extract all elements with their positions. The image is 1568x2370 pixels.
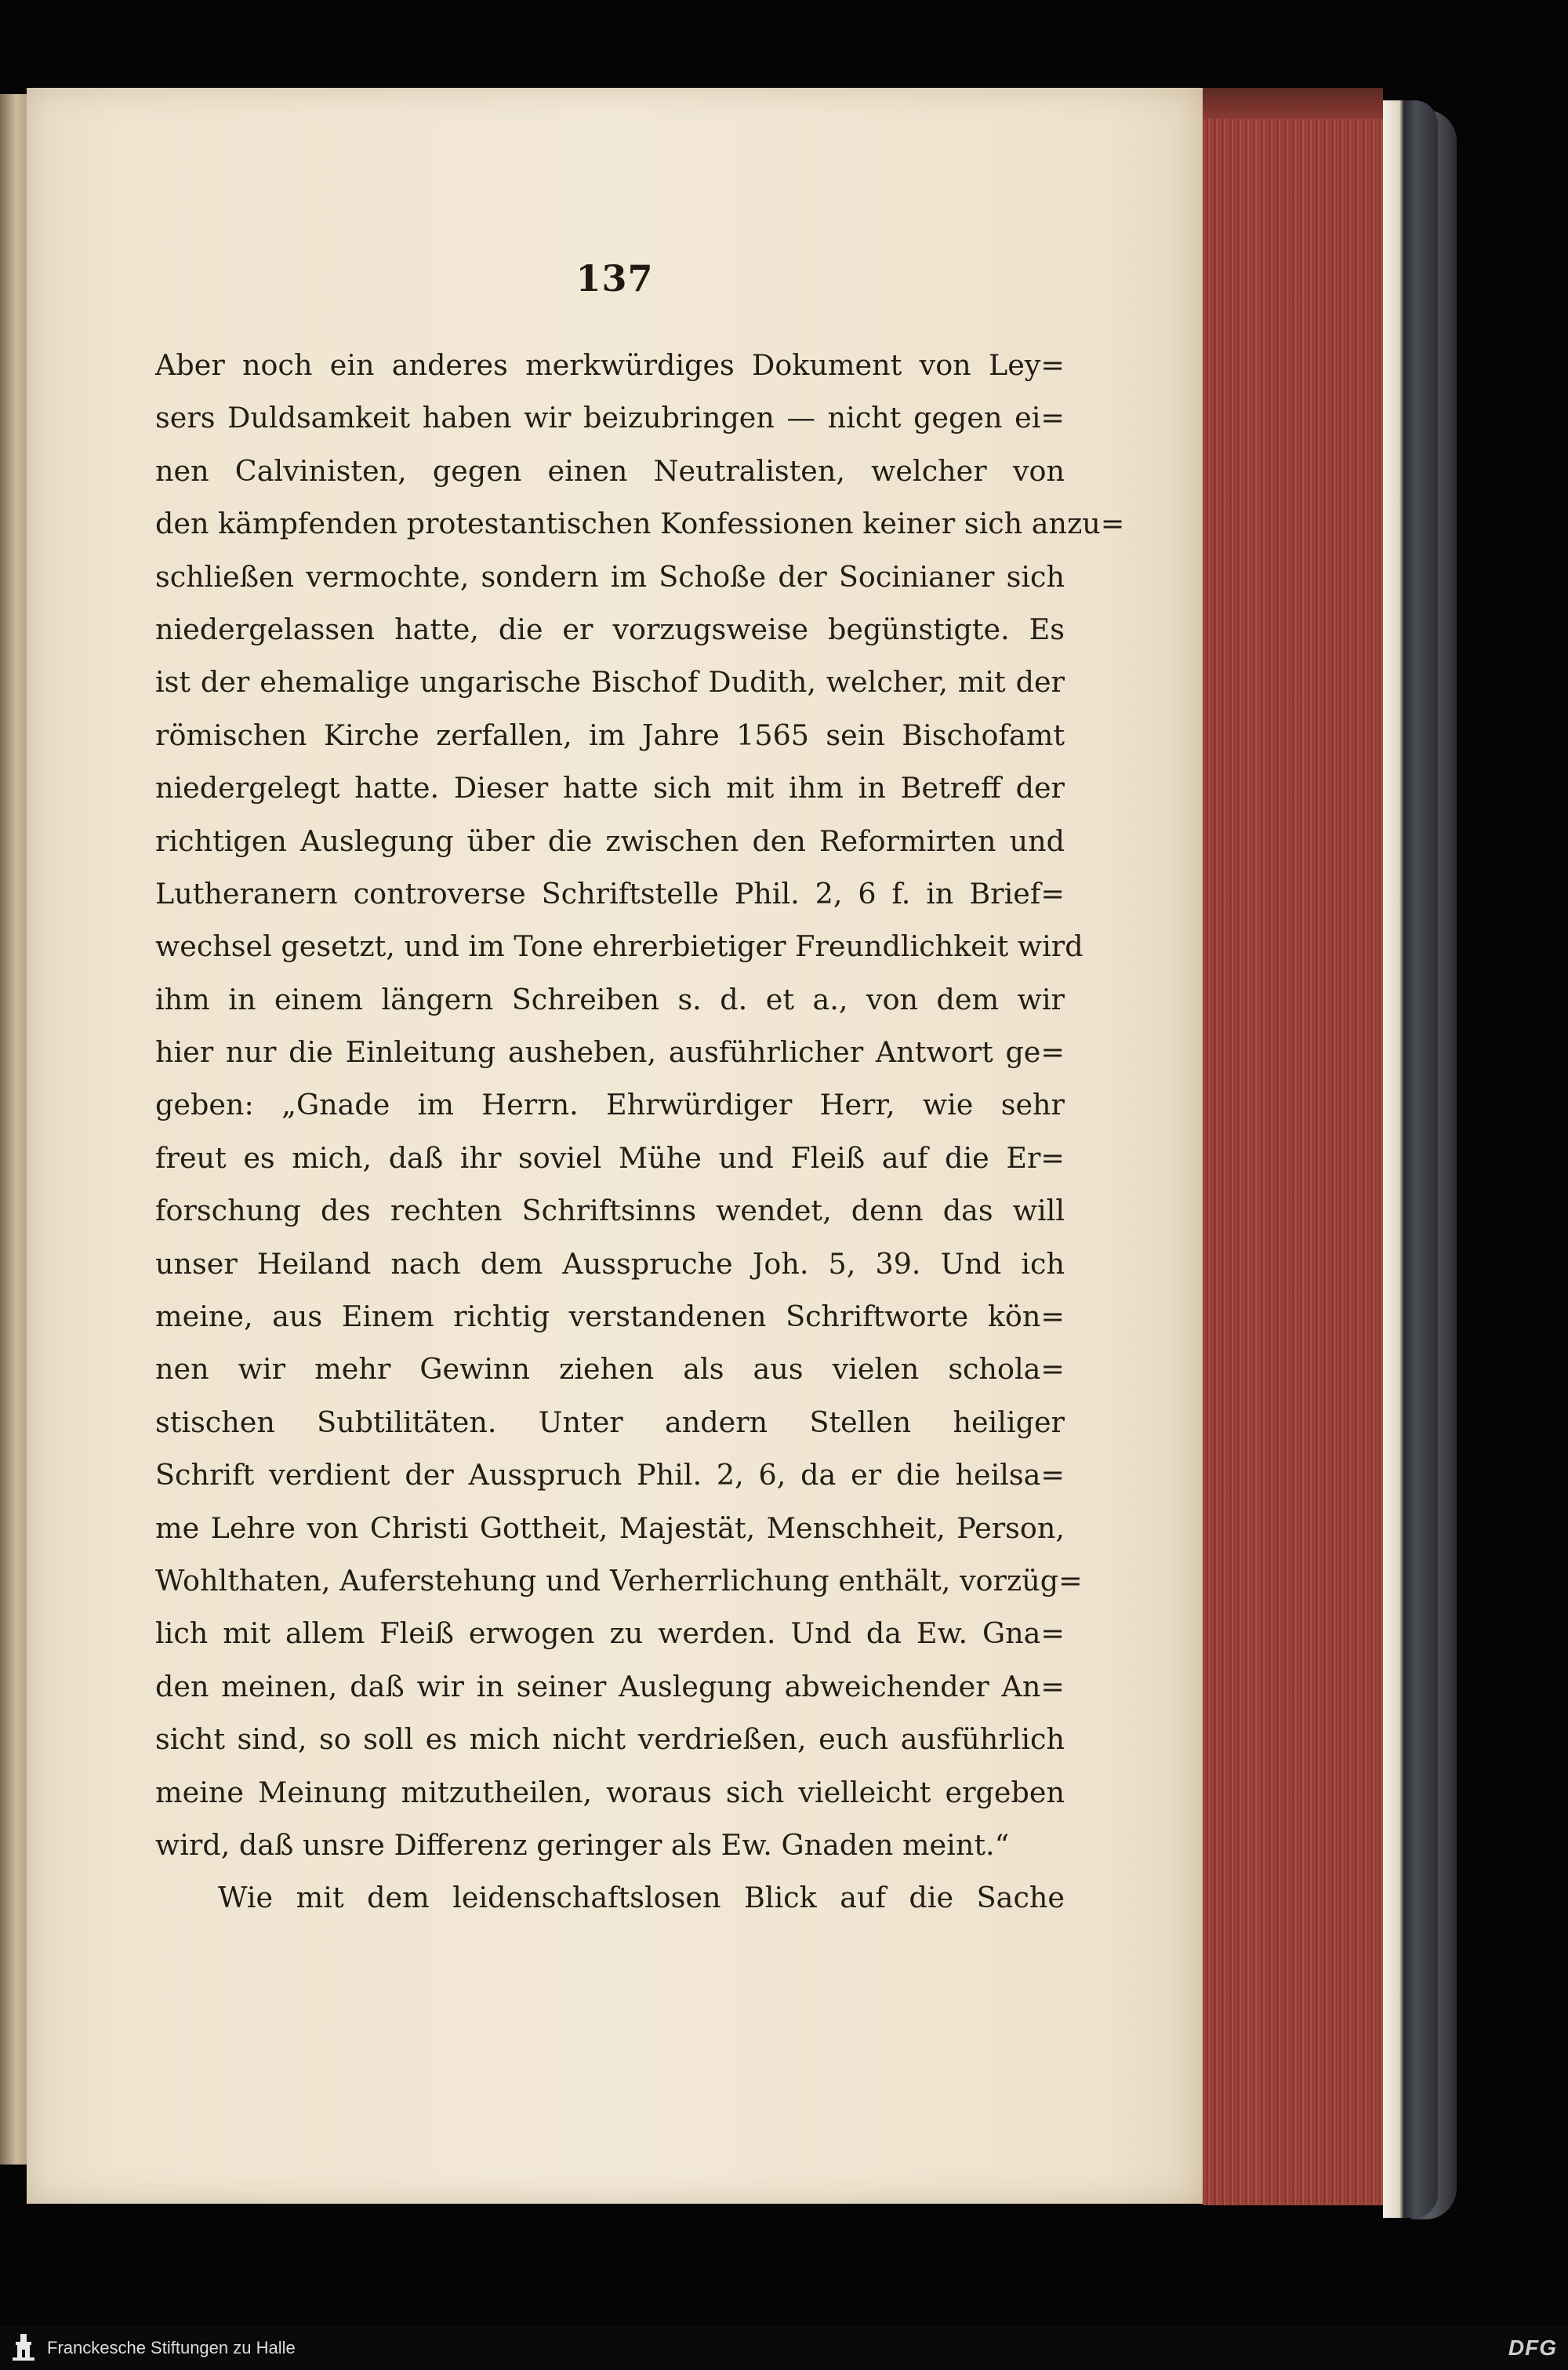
text-line: ihm in einem längern Schreiben s. d. et a., von dem wir — [155, 982, 1065, 1016]
text-line: nen Calvinisten, gegen einen Neutralisten, welcher von — [155, 453, 1065, 488]
text-line: ist der ehemalige ungarische Bischof Dudith, welcher, mit der — [155, 665, 1065, 700]
text-line: Schrift verdient der Ausspruch Phil. 2, 6, da er die heilsa= — [155, 1458, 1065, 1492]
text-line: niedergelassen hatte, die er vorzugsweise begünstigte. Es — [155, 612, 1065, 646]
text-line: Lutheranern controverse Schriftstelle Phil. 2, 6 f. in Brief= — [155, 876, 1065, 911]
text-line: den meinen, daß wir in seiner Auslegung abweichender An= — [155, 1669, 1065, 1703]
text-line: stischen Subtilitäten. Unter andern Stellen heiliger — [155, 1405, 1065, 1439]
text-line: unser Heiland nach dem Ausspruche Joh. 5, 39. Und ich — [155, 1246, 1065, 1281]
institution-logo-icon — [9, 2332, 38, 2364]
text-line: lich mit allem Fleiß erwogen zu werden. Und da Ew. Gna= — [155, 1616, 1065, 1651]
text-line: geben: „Gnade im Herrn. Ehrwürdiger Herr, wie sehr — [155, 1088, 1065, 1122]
page-number: 137 — [575, 257, 654, 300]
text-line: meine Meinung mitzutheilen, woraus sich vielleicht ergeben — [155, 1775, 1065, 1809]
text-line: Wie mit dem leidenschaftslosen Blick auf die Sache — [218, 1881, 1065, 1915]
viewer-footer — [0, 2326, 1568, 2370]
text-line: wird, daß unsre Differenz geringer als Ew. Gnaden meint.“ — [155, 1827, 1010, 1862]
text-line: freut es mich, daß ihr soviel Mühe und Fleiß auf die Er= — [155, 1140, 1065, 1175]
text-line: me Lehre von Christi Gottheit, Majestät, Menschheit, Person, — [155, 1510, 1065, 1545]
text-line: schließen vermochte, sondern im Schoße der Socinianer sich — [155, 559, 1065, 594]
text-line: richtigen Auslegung über die zwischen den Reformirten und — [155, 823, 1065, 858]
text-line: wechsel gesetzt, und im Tone ehrerbietiger Freundlichkeit wird — [155, 929, 1083, 964]
text-line: Aber noch ein anderes merkwürdiges Dokument von Ley= — [155, 348, 1065, 382]
text-line: niedergelegt hatte. Dieser hatte sich mit ihm in Betreff der — [155, 771, 1065, 805]
previous-page-edge — [0, 94, 27, 2165]
page-block-top — [1203, 88, 1383, 119]
text-line: hier nur die Einleitung ausheben, ausführlicher Antwort ge= — [155, 1035, 1065, 1070]
page-block-red-edge — [1203, 88, 1383, 2205]
text-line: Wohlthaten, Auferstehung und Verherrlichung enthält, vorzüg= — [155, 1563, 1083, 1598]
text-line: römischen Kirche zerfallen, im Jahre 1565 sein Bischofamt — [155, 718, 1065, 752]
text-line: nen wir mehr Gewinn ziehen als aus vielen schola= — [155, 1352, 1065, 1387]
page-text — [155, 339, 1125, 1925]
text-line: forschung des rechten Schriftsinns wendet, denn das will — [155, 1194, 1065, 1228]
text-line: meine, aus Einem richtig verstandenen Schriftworte kön= — [155, 1300, 1065, 1334]
institution-name: Franckesche Stiftungen zu Halle — [47, 2338, 296, 2357]
text-line: den kämpfenden protestantischen Konfessionen keiner sich anzu= — [155, 507, 1125, 541]
text-line: sers Duldsamkeit haben wir beizubringen — nicht gegen ei= — [155, 401, 1065, 435]
text-line: sicht sind, so soll es mich nicht verdrießen, euch ausführlich — [155, 1722, 1065, 1757]
dfg-logo: DFG — [1508, 2335, 1557, 2360]
book-cover — [1383, 100, 1438, 2218]
